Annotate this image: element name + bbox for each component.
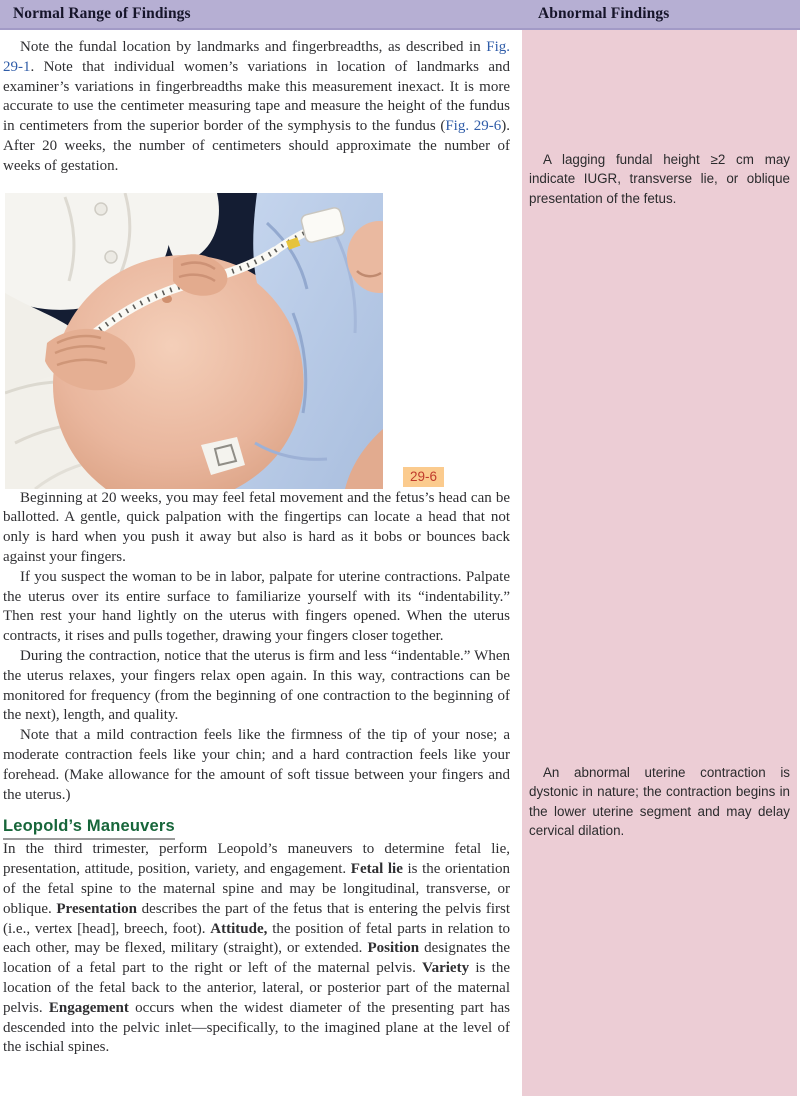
abnormal-note-fundal-height: A lagging fundal height ≥2 cm may indicate IUGR, transverse lie, or oblique presentation of the fetus. bbox=[529, 152, 790, 206]
figure-reference-link[interactable]: Fig. 29-1 bbox=[3, 39, 510, 75]
figure-29-6 bbox=[3, 193, 510, 489]
figure-reference-link[interactable]: Fig. 29-6 bbox=[445, 118, 502, 135]
normal-findings-column bbox=[0, 30, 522, 1102]
abnormal-note-uterine-contraction: An abnormal uterine contraction is dystonic in nature; the contraction begins in the lower uterine segment and may delay cervical dilation. bbox=[529, 765, 790, 839]
paragraph-fetal-movement: Beginning at 20 weeks, you may feel fetal movement and the fetus’s head can be ballotted. A gentle, quick palpation with the fingertips can locate a head that not only is hard when you push it away but also is hard as it bobs or bounces back against your fingers. bbox=[3, 489, 510, 565]
abnormal-findings-column bbox=[522, 30, 797, 1096]
paragraph-labor-palpation: If you suspect the woman to be in labor, palpate for uterine contractions. Palpate the uterus over its entire surface to familiarize yourself with its “indentability.” Then rest your hand lightly on the uterus with fingers opened. When the uterus contracts, it rises and pulls together, drawing your fingers closer together. bbox=[3, 568, 510, 645]
abnormal-findings-header: Abnormal Findings bbox=[538, 5, 670, 22]
fundal-height-photo bbox=[5, 193, 383, 489]
paragraph-leopolds-maneuvers: In the third trimester, perform Leopold’s maneuvers to determine fetal lie, presentation, attitude, position, variety, and engagement. Fetal lie is the orientation of the fetal spine to the maternal spine and may be longitudinal, transverse, or oblique. Presentation describes the part of the fetus that is entering the pelvis first (i.e., vertex [head], breech, foot). Attitude, the position of fetal parts in relation to each other, may be flexed, military (straight), or extended. Position designates the location of a fetal part to the right or left of the maternal pelvis. Variety is the location of the fetal back to the anterior, lateral, or posterior part of the maternal pelvis. Engagement occurs when the widest diameter of the presenting part has descended into the pelvic inlet—specifically, to the imagined plane at the level of the ischial spines. bbox=[3, 841, 511, 1056]
paragraph-contraction-firmness: Note that a mild contraction feels like the firmness of the tip of your nose; a moderate contraction feels like your chin; and a hard contraction feels like your forehead. (Make allowance for the amount of soft tissue between your fingers and the uterus.) bbox=[3, 727, 510, 803]
paragraph-during-contraction: During the contraction, notice that the uterus is firm and less “indentable.” When the uterus relaxes, your fingers relax open again. In this way, contractions can be monitored for frequency (from the beginning of one contraction to the beginning of the next), length, and quality. bbox=[3, 647, 510, 724]
figure-number-label: 29-6 bbox=[403, 467, 444, 487]
leopolds-maneuvers-heading: Leopold’s Maneuvers bbox=[3, 817, 510, 840]
fundal-height-measurement-illustration bbox=[5, 193, 383, 489]
column-header-bar bbox=[0, 0, 800, 30]
normal-findings-header: Normal Range of Findings bbox=[13, 5, 191, 22]
intro-paragraph: Note the fundal location by landmarks and fingerbreadths, as described in Fig. 29-1. Note that individual women’s variations in location of landmarks and examiner’s variations in fingerbreadths make this measurement inexact. It is more accurate to use the centimeter measuring tape and measure the height of the fundus in centimeters from the superior border of the symphysis to the fundus (Fig. 29-6). After 20 weeks, the number of centimeters should approximate the number of weeks of gestation. bbox=[3, 39, 510, 174]
